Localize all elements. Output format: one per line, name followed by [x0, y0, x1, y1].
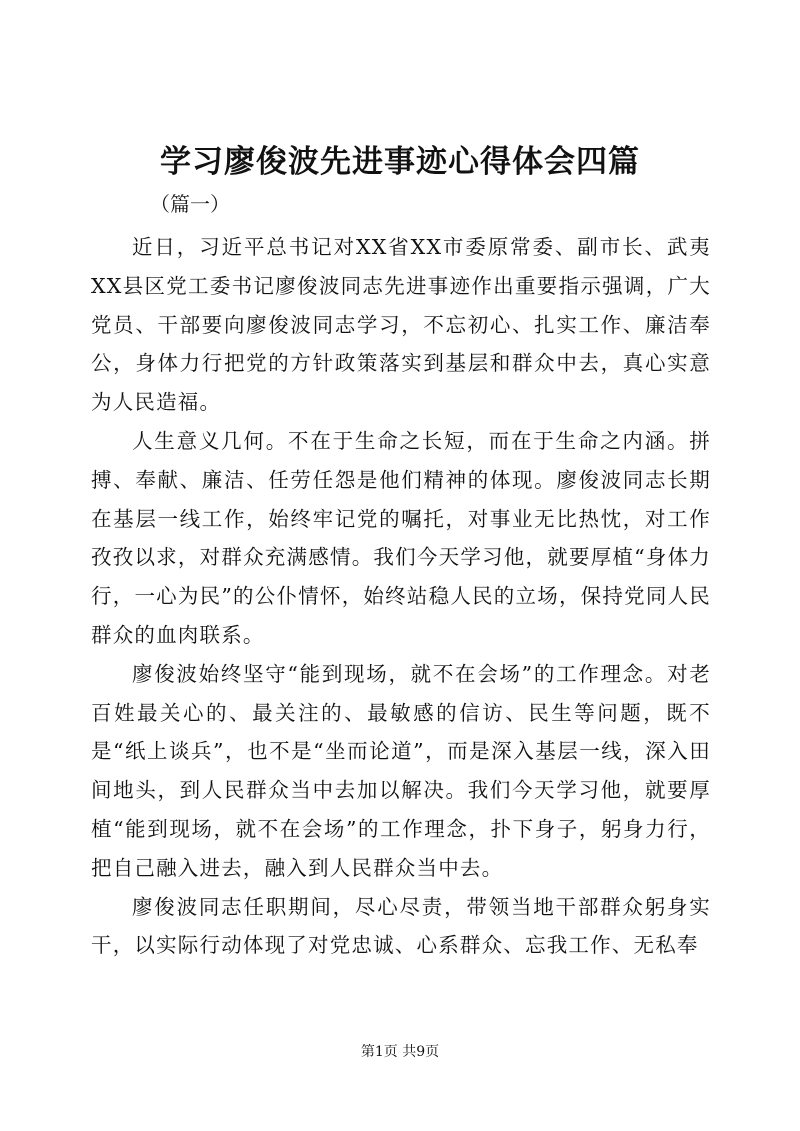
- document-body: [91, 228, 711, 965]
- paragraph: 廖俊波同志任职期间，尽心尽责，带领当地干部群众躬身实干，以实际行动体现了对党忠诚、心系群众、忘我工作、无私奉: [91, 894, 711, 958]
- paragraph: 廖俊波始终坚守“能到现场，就不在会场”的工作理念。对老百姓最关心的、最关注的、最敏感的信访、民生等问题，既不是“纸上谈兵”，也不是“坐而论道”，而是深入基层一线，深入田间地头，到人民群众当中去加以解决。我们今天学习他，就要厚植“能到现场，就不在会场”的工作理念，扑下身子，躬身力行，把自己融入进去，融入到人民群众当中去。: [91, 661, 711, 880]
- paragraph: 人生意义几何。不在于生命之长短，而在于生命之内涵。拼搏、奉献、廉洁、任劳任怨是他们精神的体现。廖俊波同志长期在基层一线工作，始终牢记党的嘱托，对事业无比热忱，对工作孜孜以求，对群众充满感情。我们今天学习他，就要厚植“身体力行，一心为民”的公仆情怀，始终站稳人民的立场，保持党同人民群众的血肉联系。: [91, 428, 711, 647]
- paragraph: 近日，习近平总书记对XX省XX市委原常委、副市长、武夷XX县区党工委书记廖俊波同志先进事迹作出重要指示强调，广大党员、干部要向廖俊波同志学习，不忘初心、扎实工作、廉洁奉公，身体力行把党的方针政策落实到基层和群众中去，真心实意为人民造福。: [91, 235, 711, 415]
- document-title: 学习廖俊波先进事迹心得体会四篇: [160, 144, 640, 180]
- section-label: （篇一）: [150, 192, 230, 216]
- page-footer: 第1页 共9页: [360, 1044, 440, 1060]
